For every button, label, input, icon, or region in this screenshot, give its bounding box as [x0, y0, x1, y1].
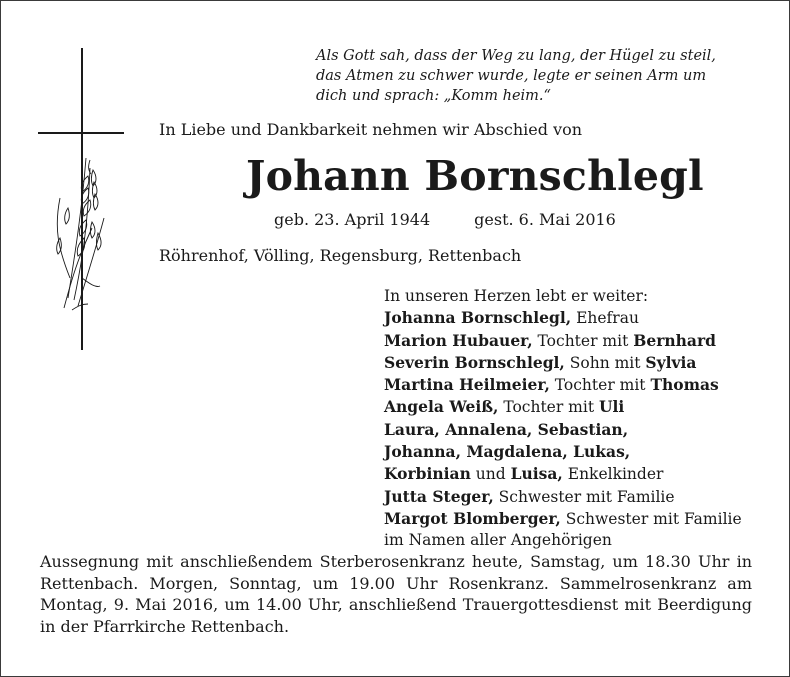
mourner-relation: Tochter mit — [532, 331, 634, 350]
grandchildren-names: Luisa, — [510, 464, 563, 484]
mourner-relation: Schwester mit Familie — [493, 487, 675, 506]
birth-date: geb. 23. April 1944 — [274, 210, 431, 229]
conjunction: und — [470, 465, 511, 484]
grandchildren-names: Johanna, Magdalena, Lukas, — [384, 442, 631, 462]
mourner-name: Marion Hubauer, — [384, 330, 533, 350]
life-dates — [274, 209, 616, 231]
quote-line: Als Gott sah, dass der Weg zu lang, der Hügel zu steil, — [316, 48, 716, 64]
mourner-row — [384, 396, 774, 418]
mourner-name: Martina Heilmeier, — [384, 375, 550, 395]
mourner-relation: Tochter mit — [498, 398, 599, 417]
mourner-row — [384, 463, 774, 485]
places-of-residence: Röhrenhof, Völling, Regensburg, Rettenbach — [159, 246, 522, 265]
mourner-name: Severin Bornschlegl, — [384, 352, 565, 372]
partner-name: Bernhard — [633, 330, 716, 350]
mourner-relation: Sohn mit — [564, 353, 646, 372]
mourner-relation: Tochter mit — [549, 376, 651, 395]
mourner-relation: Enkelkinder — [562, 465, 664, 484]
mourner-row — [384, 530, 774, 551]
mourner-name: Angela Weiß, — [384, 397, 499, 417]
memorial-quote — [316, 46, 766, 106]
mourner-row — [384, 374, 774, 396]
mourner-row — [384, 419, 774, 441]
cross-with-wheat-icon — [38, 48, 124, 350]
grandchildren-names: Laura, Annalena, Sebastian, — [384, 419, 629, 439]
mourner-row — [384, 307, 774, 329]
mourner-name: Margot Blomberger, — [384, 508, 561, 528]
grandchildren-names: Korbinian — [384, 464, 471, 484]
death-date: gest. 6. Mai 2016 — [474, 210, 616, 229]
mourners-heading: In unseren Herzen lebt er weiter: — [384, 287, 649, 305]
mourner-name: Johanna Bornschlegl, — [384, 308, 572, 328]
quote-line: das Atmen zu schwer wurde, legte er seinen Arm um — [316, 68, 707, 84]
mourner-row — [384, 330, 774, 352]
partner-name: Sylvia — [645, 352, 697, 372]
farewell-intro: In Liebe und Dankbarkeit nehmen wir Abschied von — [159, 120, 583, 139]
mourner-row — [384, 352, 774, 374]
service-notice: Aussegnung mit anschließendem Sterberosenkranz heute, Samstag, um 18.30 Uhr in Rettenbach. Morgen, Sonntag, um 19.00 Uhr Rosenkranz. Sammelrosenkranz am Montag, 9. Mai 2016, um 14.00 Uhr, anschließend Trauergottesdienst mit Beerdigung in der Pfarrkirche Rettenbach. — [40, 552, 752, 636]
mourner-row — [384, 486, 774, 508]
deceased-name: Johann Bornschlegl — [246, 152, 704, 200]
closing-line: im Namen aller Angehörigen — [384, 531, 612, 550]
mourners-list — [384, 286, 774, 552]
partner-name: Uli — [599, 397, 625, 417]
mourner-relation: Schwester mit Familie — [560, 509, 742, 528]
mourner-row — [384, 508, 774, 530]
partner-name: Thomas — [650, 375, 719, 395]
mourner-row — [384, 441, 774, 463]
mourner-relation: Ehefrau — [571, 309, 639, 328]
quote-line: dich und sprach: „Komm heim.“ — [316, 88, 551, 104]
mourner-name: Jutta Steger, — [384, 486, 494, 506]
